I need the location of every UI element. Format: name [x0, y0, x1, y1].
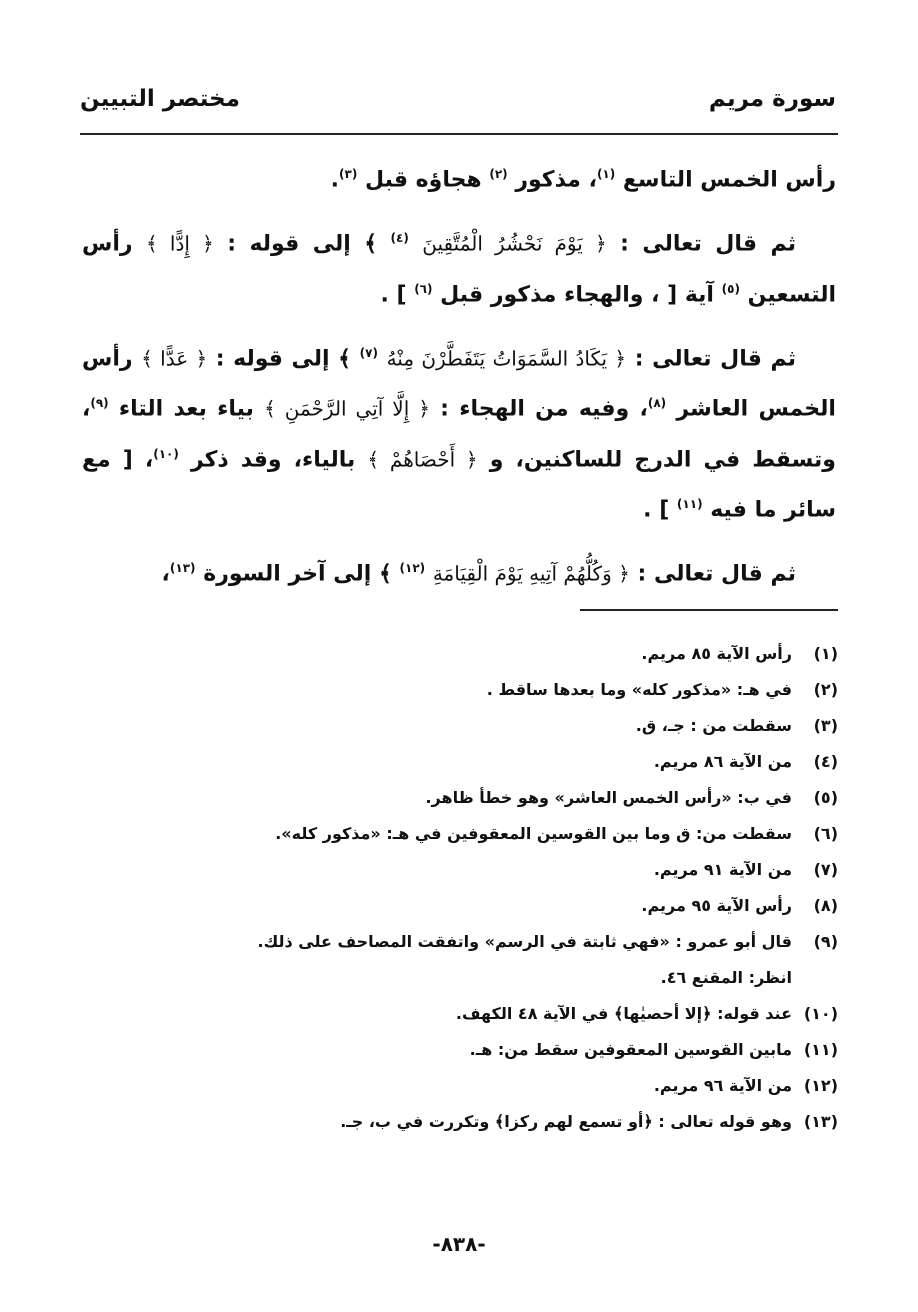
footnote-ref: (١٠) [153, 446, 179, 461]
text-run: رأس الخمس العاشر [82, 346, 836, 422]
text-run: . [330, 167, 339, 193]
quran-verse: ﴿ يَكَادُ السَّمَوَاتُ يَتَفَطَّرْنَ مِنْهُ [386, 346, 627, 371]
footnote-text: من الآية ٩٦ مريم. [653, 1076, 792, 1095]
footnote-number: (٢) [813, 680, 838, 699]
text-run: بياء بعد التاء [118, 396, 254, 422]
book-title: مختصر التبيين [80, 86, 240, 112]
footnotes [80, 636, 838, 1140]
footnote-ref: (١) [596, 167, 616, 181]
text-run: بالياء، وقد ذكر [190, 446, 356, 472]
quran-verse: ﴿ عَدًّا ﴾ [141, 346, 208, 371]
footnote-number: (٩) [813, 932, 838, 951]
footnote-ref: (٣) [339, 167, 358, 181]
page-number: -٨٣٨- [432, 1232, 486, 1256]
text-run: ، [ مع سائر ما فيه [82, 446, 836, 523]
paragraph-2 [82, 216, 836, 317]
text-run: ] . [380, 281, 407, 307]
footnote-text: من الآية ٩١ مريم. [653, 860, 792, 879]
quran-verse: ﴿ إِدًّا ﴾ [146, 231, 214, 256]
text-run: ﴾ إلى قوله : [227, 231, 378, 257]
footnote [80, 1032, 838, 1068]
quran-verse: ﴿ أَحْصَاهُمْ ﴾ [367, 446, 478, 471]
footnote-divider [580, 609, 838, 611]
footnote-ref: (١١) [676, 496, 703, 511]
text-run: رأس الخمس التاسع [622, 167, 836, 193]
footnote [80, 1068, 838, 1104]
footnote-number: (١٢) [803, 1076, 838, 1095]
footnote-text: عند قوله: ﴿إلا أحصيٰها﴾ في الآية ٤٨ الكهف. [455, 1004, 792, 1023]
footnote [80, 780, 838, 816]
footnote-number: (١١) [803, 1040, 838, 1059]
text-run: ، مذكور [515, 167, 597, 193]
footnote-ref: (١٣) [169, 561, 196, 576]
surah-title: سورة مريم [708, 86, 836, 112]
footnote-text: وهو قوله تعالى : ﴿أو تسمع لهم ركزا﴾ وتكررت في ب، جـ. [340, 1112, 792, 1131]
footnote-number: (١٣) [803, 1112, 838, 1131]
footnote-ref: (٢) [489, 167, 508, 181]
quran-verse: ﴿ يَوْمَ نَحْشُرُ الْمُتَّقِينَ [422, 231, 607, 256]
header-divider [80, 133, 838, 135]
footnote-ref: (٩) [90, 396, 109, 411]
footnote-text: انظر: المقنع ٤٦. [660, 968, 792, 987]
footnote-number: (٧) [813, 860, 838, 879]
footnote [80, 852, 838, 888]
footnote-number: (٤) [813, 752, 838, 771]
footnote [80, 996, 838, 1032]
text-run: آية [ ، والهجاء مذكور قبل [440, 281, 714, 307]
footnote-text: رأس الآية ٨٥ مريم. [641, 644, 792, 663]
text-run: ، وتسقط في الدرج للساكنين، و [82, 396, 836, 472]
footnote-text: مابين القوسين المعقوفين سقط من: هـ. [469, 1040, 792, 1059]
footnote-text: من الآية ٨٦ مريم. [653, 752, 792, 771]
paragraph-3 [82, 331, 836, 532]
footnote [80, 816, 838, 852]
footnote-number: (٦) [813, 824, 838, 843]
text-run: ] . [643, 497, 670, 523]
text-run: رأس التسعين [82, 231, 836, 307]
text-run: ، [161, 561, 170, 587]
footnote-continuation [80, 960, 838, 996]
footnote [80, 636, 838, 672]
footnote-number: (١٠) [803, 1004, 838, 1023]
footnote [80, 888, 838, 924]
footnote-text: رأس الآية ٩٥ مريم. [641, 896, 792, 915]
footnote [80, 744, 838, 780]
footnote-text: في هـ: «مذكور كله» وما بعدها ساقط . [486, 680, 792, 699]
paragraph-1 [82, 152, 836, 202]
footnote [80, 708, 838, 744]
text-run: ثم قال تعالى : [620, 231, 796, 257]
text-run: ﴾ إلى آخر السورة [203, 561, 392, 587]
text-run: ثم قال تعالى : [637, 561, 796, 587]
footnote-ref: (٦) [414, 281, 433, 296]
footnote-text: سقطت من: ق وما بين القوسين المعقوفين في هـ: «مذكور كله». [275, 824, 792, 843]
footnote [80, 1104, 838, 1140]
text-run: ﴾ إلى قوله : [215, 346, 352, 372]
footnote-number: (٥) [813, 788, 838, 807]
footnote-number: (٣) [813, 716, 838, 735]
paragraph-4 [82, 546, 836, 596]
footnote-ref: (٨) [647, 396, 667, 411]
quran-verse: ﴿ إِلَّا آتِي الرَّحْمَنِ ﴾ [264, 396, 430, 421]
footnote-number: (٨) [813, 896, 838, 915]
footnote-number: (١) [813, 644, 838, 663]
footnote [80, 672, 838, 708]
text-run: ، وفيه من الهجاء : [440, 396, 648, 422]
footnote-text: سقطت من : جـ، ق. [635, 716, 792, 735]
footnote [80, 924, 838, 960]
text-run: ثم قال تعالى : [634, 346, 796, 372]
footnote-ref: (٤) [390, 231, 409, 246]
footnote-ref: (٥) [721, 281, 740, 296]
footnote-text: في ب: «رأس الخمس العاشر» وهو خطأ ظاهر. [425, 788, 792, 807]
main-text [82, 152, 836, 611]
footnote-ref: (١٢) [399, 561, 426, 576]
footnote-ref: (٧) [359, 345, 378, 360]
quran-verse: ﴿ وَكُلُّهُمْ آتِيهِ يَوْمَ الْقِيَامَةِ [432, 561, 630, 586]
text-run: هجاؤه قبل [364, 167, 482, 193]
footnote-text: قال أبو عمرو : «فهي ثابتة في الرسم» واتفقت المصاحف على ذلك. [257, 932, 792, 951]
